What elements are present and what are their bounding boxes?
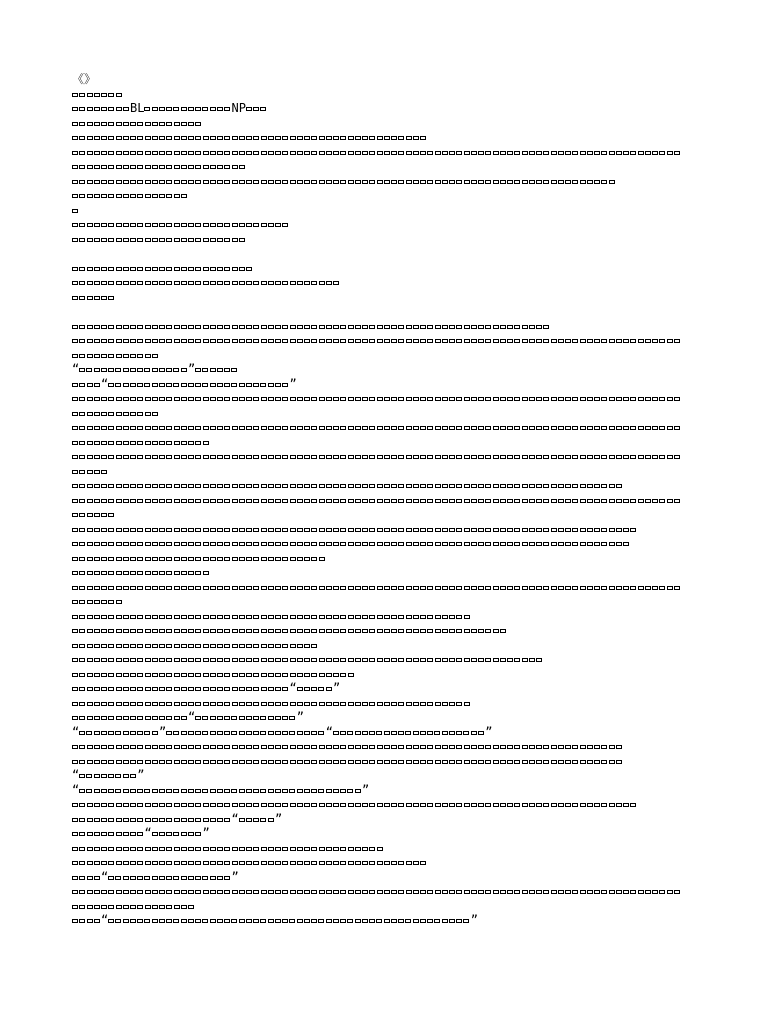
text-line: “ ” “ ” xyxy=(72,724,493,739)
text-line xyxy=(72,638,704,653)
text-line xyxy=(72,232,704,247)
text-line xyxy=(72,87,704,102)
text-line xyxy=(72,841,704,856)
text-line: “ ” xyxy=(72,826,704,841)
text-line xyxy=(72,159,704,174)
text-line xyxy=(72,246,704,261)
text-line xyxy=(72,290,704,305)
text-line xyxy=(72,203,704,218)
text-line xyxy=(72,391,704,406)
text-line: “ ” xyxy=(72,710,704,725)
text-line xyxy=(72,855,704,870)
document-body xyxy=(72,72,704,928)
text-line: “ ” xyxy=(72,377,704,392)
text-line xyxy=(72,217,704,232)
text-line xyxy=(72,420,704,435)
text-line xyxy=(72,261,704,276)
text-line xyxy=(72,319,704,334)
text-line: “ ” xyxy=(72,681,704,696)
text-line xyxy=(72,348,704,363)
text-line xyxy=(72,667,704,682)
text-line xyxy=(72,275,704,290)
text-line xyxy=(72,493,704,508)
text-line xyxy=(72,565,704,580)
text-line xyxy=(72,797,704,812)
text-line: “ ” xyxy=(72,362,704,377)
text-line xyxy=(72,754,704,769)
text-line xyxy=(72,899,704,914)
text-line xyxy=(72,174,704,189)
text-line xyxy=(72,464,704,479)
text-line: BL NP xyxy=(72,101,704,116)
text-line xyxy=(72,884,704,899)
text-line xyxy=(72,696,704,711)
text-line xyxy=(72,652,704,667)
text-line xyxy=(72,435,704,450)
text-line: 《》 xyxy=(72,72,97,86)
text-line xyxy=(72,594,704,609)
text-line xyxy=(72,333,704,348)
text-line xyxy=(72,130,704,145)
text-line xyxy=(72,145,704,160)
text-line: “ ” xyxy=(72,913,704,928)
text-line xyxy=(72,580,704,595)
text-line xyxy=(72,116,704,131)
text-line xyxy=(72,188,704,203)
text-line xyxy=(72,739,704,754)
text-line: “ ” xyxy=(72,782,370,797)
text-line xyxy=(72,551,704,566)
text-line xyxy=(72,478,704,493)
text-line xyxy=(72,304,704,319)
text-line xyxy=(72,522,704,537)
text-line xyxy=(72,449,704,464)
text-line xyxy=(72,406,704,421)
text-line: “ ” xyxy=(72,812,704,827)
text-line: “ ” xyxy=(72,768,145,782)
text-line xyxy=(72,536,704,551)
text-line xyxy=(72,609,704,624)
text-line xyxy=(72,507,704,522)
text-line xyxy=(72,623,704,638)
text-line: “ ” xyxy=(72,870,704,885)
